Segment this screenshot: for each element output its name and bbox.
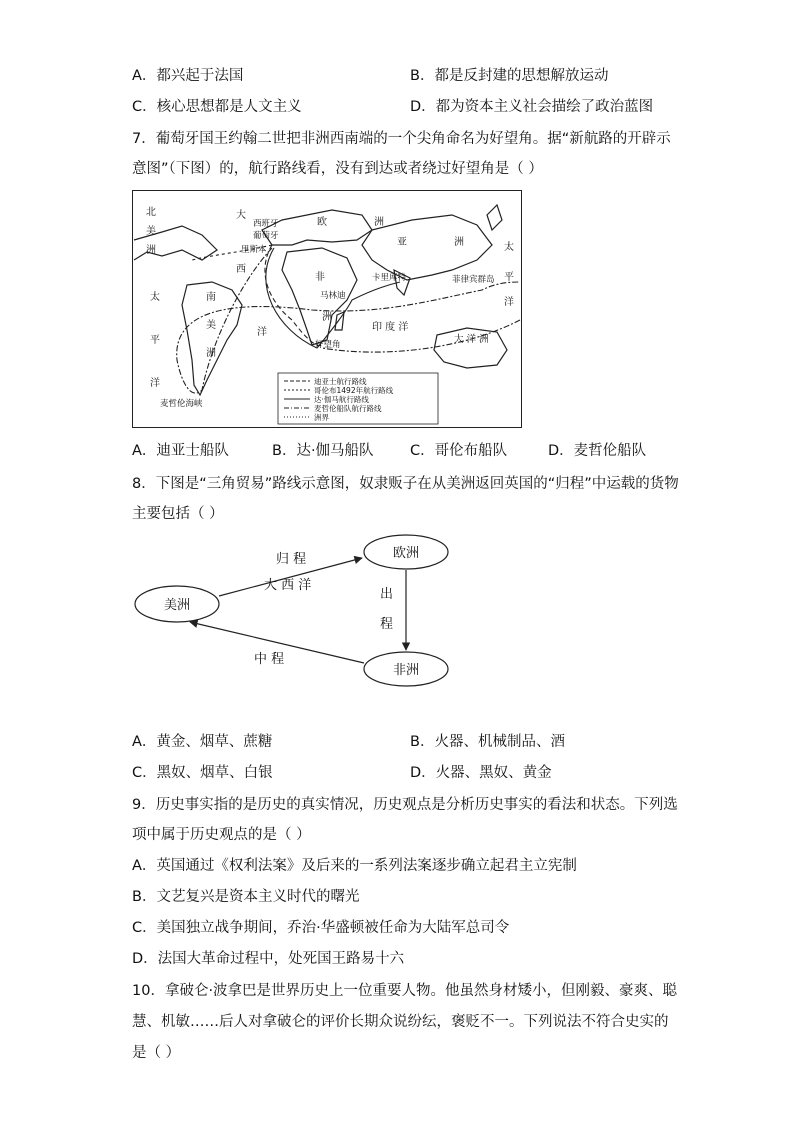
q9-stem-line1: 9．历史事实指的是历史的真实情况，历史观点是分析历史事实的看法和状态。下列选	[132, 797, 678, 813]
map-label-asia-1: 亚	[397, 237, 407, 248]
q7-option-d: D．麦哲伦船队	[548, 443, 647, 459]
q8-option-b: B．火器、机械制品、酒	[410, 734, 565, 750]
map-label-north-america-2: 美	[146, 226, 156, 237]
legend-continent-border: 洲界	[314, 413, 329, 422]
legend-magellan: 麦哲伦船队航行路线	[314, 404, 382, 413]
q7-stem-line1: 7．葡萄牙国王约翰二世把非洲西南端的一个尖角命名为好望角。据“新航路的开辟示	[132, 131, 671, 147]
q10-stem-line1: 10．拿破仑·波拿巴是世界历史上一位重要人物。他虽然身材矮小，但刚毅、豪爽、聪	[132, 983, 678, 999]
map-label-spain: 西班牙	[253, 219, 279, 229]
map-label-north-america-1: 北	[146, 207, 156, 218]
map-label-pacific-east-2: 平	[504, 272, 514, 283]
map-label-calicut: 卡里库特	[372, 273, 407, 283]
africa-label: 非洲	[392, 663, 420, 678]
map-label-philippines: 菲律宾群岛	[452, 275, 495, 285]
map-label-south-america-3: 洲	[206, 348, 216, 359]
q9-option-b: B．文艺复兴是资本主义时代的曙光	[132, 889, 360, 905]
america-label: 美洲	[163, 598, 191, 613]
legend-columbus: 哥伦布1492年航行路线	[314, 386, 394, 395]
q9-option-a: A．英国通过《权利法案》及后来的一系列法案逐步确立起君主立宪制	[132, 858, 577, 874]
q8-option-d: D．火器、黑奴、黄金	[410, 765, 552, 781]
q8-stem-line2: 主要包括（ ）	[132, 506, 224, 522]
q8-option-a: A．黄金、烟草、蔗糖	[132, 734, 273, 750]
map-label-atlantic-3: 洋	[257, 327, 267, 338]
map-label-pacific-east-1: 太	[504, 242, 514, 253]
map-label-north-america-3: 洲	[146, 245, 156, 256]
map-label-cape: 好望角	[315, 340, 341, 350]
europe-label: 欧洲	[392, 546, 420, 561]
legend-dias: 迪亚士航行路线	[314, 377, 367, 386]
q7-option-b: B．达·伽马船队	[272, 443, 374, 459]
q6-option-b: B．都是反封建的思想解放运动	[410, 68, 609, 84]
q9-option-c: C．美国独立战争期间，乔治·华盛顿被任命为大陆军总司令	[132, 920, 510, 936]
return-trip-label: 归 程	[276, 552, 307, 567]
map-legend	[278, 373, 438, 424]
map-label-atlantic-1: 大	[236, 210, 246, 221]
map-label-europe-1: 欧	[317, 217, 327, 228]
q7-option-c: C．哥伦布船队	[410, 443, 508, 459]
middle-passage-label: 中 程	[254, 652, 285, 667]
q9-stem-line2: 项中属于历史观点的是（ ）	[132, 827, 311, 843]
q9-option-d: D．法国大革命过程中，处死国王路易十六	[132, 951, 405, 967]
q10-stem-line3: 是（ ）	[132, 1045, 181, 1061]
map-label-africa-2: 洲	[322, 312, 332, 323]
outbound-label-1: 出	[380, 587, 394, 602]
map-label-pacific-west-3: 洋	[150, 378, 160, 389]
map-label-pacific-west-2: 平	[150, 335, 160, 346]
new-routes-map	[132, 190, 522, 428]
map-label-lisbon: 里斯本	[241, 245, 267, 255]
q6-option-d: D．都为资本主义社会描绘了政治蓝图	[410, 99, 654, 115]
legend-da-gama: 达·伽马航行路线	[314, 395, 369, 404]
q6-option-a: A．都兴起于法国	[132, 68, 244, 84]
q7-stem-line2: 意图”（下图）的，航行路线看，没有到达或者绕过好望角是（ ）	[132, 161, 543, 177]
atlantic-label: 大 西 洋	[264, 578, 312, 593]
map-label-oceania: 大 洋 洲	[454, 334, 489, 345]
map-label-pacific-west-1: 太	[150, 292, 160, 303]
map-label-africa-1: 非	[315, 272, 325, 283]
map-label-south-america-1: 南	[206, 292, 216, 303]
map-label-ocean-right: 洋	[504, 297, 514, 308]
new-routes-map-svg	[132, 190, 522, 428]
q10-stem-line2: 慧、机敏……后人对拿破仑的评价长期众说纷纭，褒贬不一。下列说法不符合史实的	[132, 1014, 669, 1030]
map-label-atlantic-2: 西	[236, 264, 246, 275]
q8-option-c: C．黑奴、烟草、白银	[132, 765, 273, 781]
map-label-indian-ocean: 印 度 洋	[372, 322, 409, 333]
map-label-magellan-strait: 麦哲伦海峡	[160, 399, 203, 409]
q6-option-c: C．核心思想都是人文主义	[132, 99, 302, 115]
map-label-south-america-2: 美	[206, 320, 216, 331]
triangle-trade-diagram	[132, 532, 462, 692]
outbound-label-2: 程	[380, 617, 394, 632]
q8-stem-line1: 8．下图是“三角贸易”路线示意图，奴隶贩子在从美洲返回英国的“归程”中运载的货物	[132, 476, 679, 492]
map-label-asia-2: 洲	[454, 237, 464, 248]
q7-option-a: A．迪亚士船队	[132, 443, 229, 459]
map-label-europe-2: 洲	[374, 217, 384, 228]
triangle-trade-svg	[132, 532, 462, 692]
map-label-malindi: 马林迪	[320, 291, 346, 301]
map-label-portugal: 葡萄牙	[253, 231, 279, 241]
